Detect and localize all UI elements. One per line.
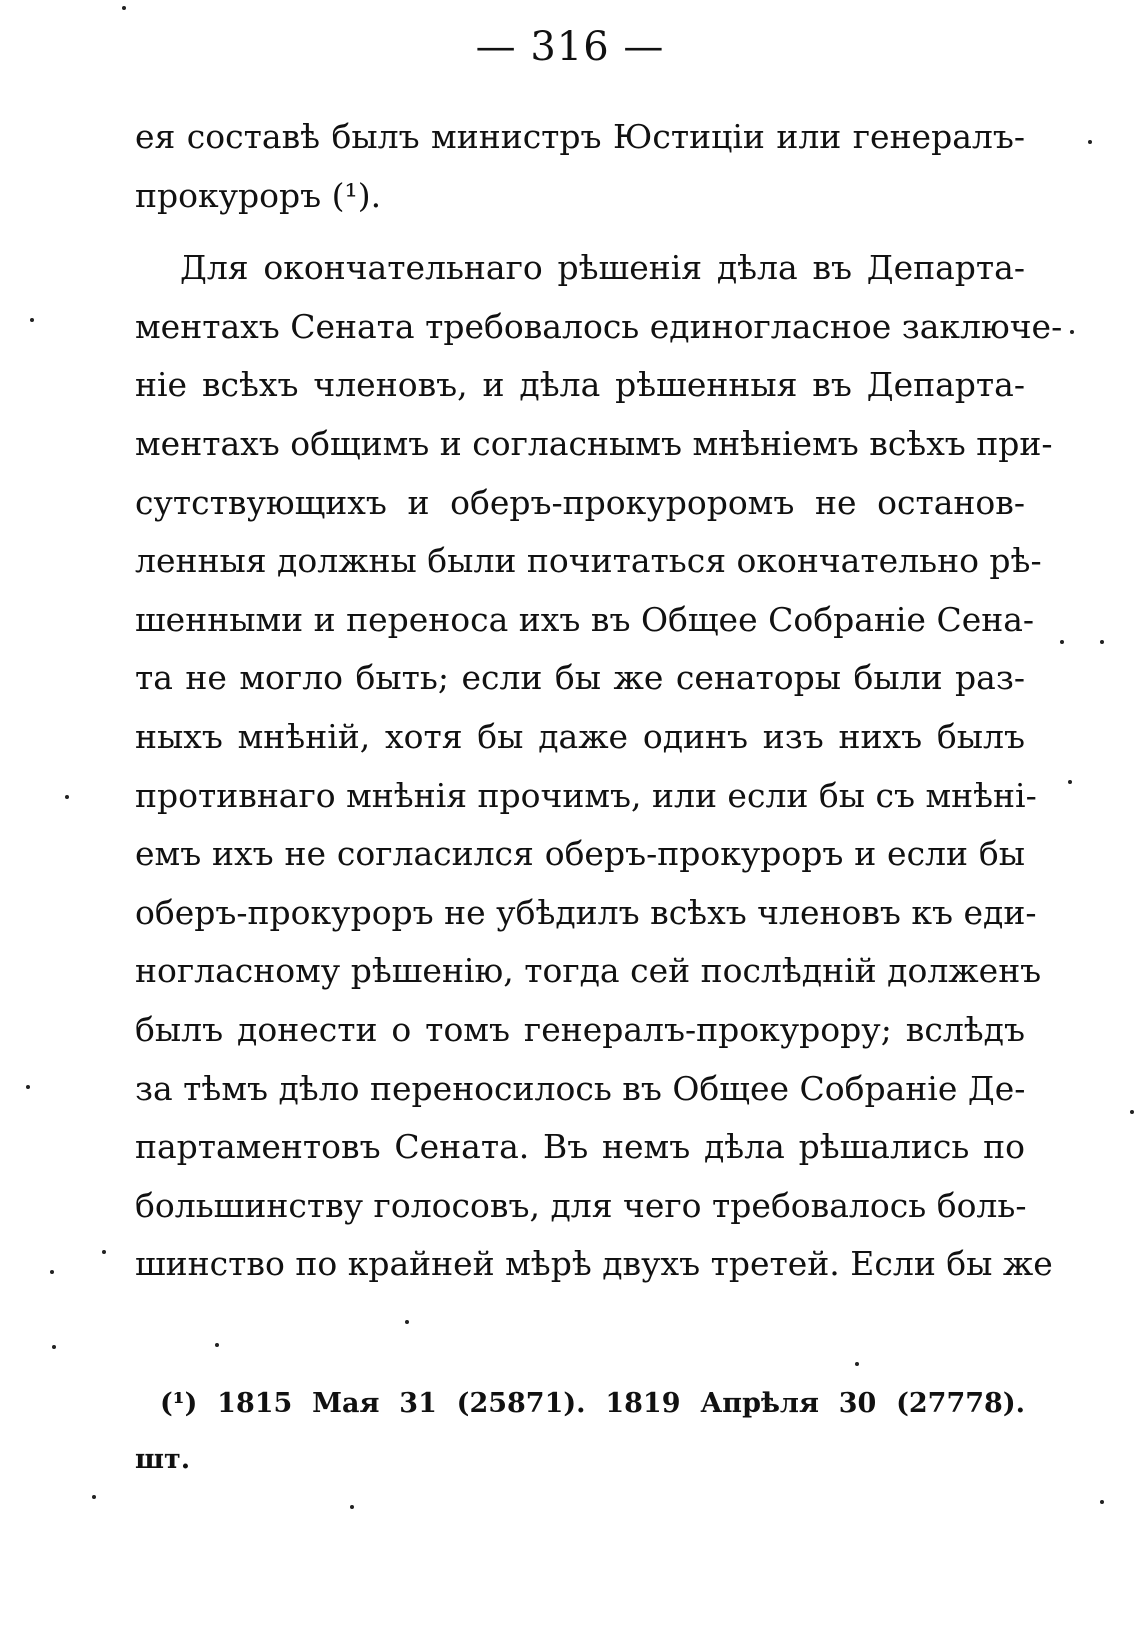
body-text [135,108,1063,1294]
scan-speck [92,1495,96,1499]
scan-speck [122,6,126,10]
scan-speck [52,1345,56,1349]
scan-speck [1100,1500,1104,1504]
scan-speck [50,1270,54,1274]
scan-speck [1068,780,1072,784]
text-line-19: большинству голосовъ, для чего требовалось боль- [135,1185,1027,1225]
text-line-9: шенными и переноса ихъ въ Общее Собраніе Сена- [135,599,1035,639]
footnote-line-1: (¹) 1815 Мая 31 (25871). 1819 Апрѣля 30 (27778). [160,1388,1025,1419]
text-line-7: сутствующихъ и оберъ-прокуроромъ не останов- [135,482,1025,522]
text-line-4: ментахъ Сената требовалось единогласное заключе- [135,306,1063,346]
text-line-15: ногласному рѣшенію, тогда сей послѣдній долженъ [135,951,1042,991]
page-number: — 316 — [475,24,665,70]
text-line-14: оберъ-прокуроръ не убѣдилъ всѣхъ членовъ къ еди- [135,892,1037,932]
text-line-1: ея составѣ былъ министръ Юстиціи или генералъ- [135,117,1025,156]
text-line-5: ніе всѣхъ членовъ, и дѣла рѣшенныя въ Департа- [135,365,1025,405]
text-line-12: противнаго мнѣнія прочимъ, или если бы съ мнѣні- [135,775,1037,815]
scan-speck [350,1505,354,1509]
text-line-18: партаментовъ Сената. Въ немъ дѣла рѣшались по [135,1127,1025,1167]
text-line-10: та не могло быть; если бы же сенаторы были раз- [135,658,1025,698]
scan-speck [405,1320,409,1324]
footnote-line-2: шт. [135,1444,191,1475]
text-line-2: прокуроръ (¹). [135,175,382,215]
text-line-17: за тѣмъ дѣло переносилось въ Общее Собраніе Де- [135,1068,1026,1108]
scan-speck [30,318,34,322]
text-line-8: ленныя должны были почитаться окончательно рѣ- [135,541,1042,581]
text-line-6: ментахъ общимъ и согласнымъ мнѣніемъ всѣхъ при- [135,423,1053,463]
scan-speck [1088,140,1092,144]
scan-speck [102,1250,106,1254]
scan-speck [65,795,69,799]
text-line-16: былъ донести о томъ генералъ-прокурору; вслѣдъ [135,1009,1025,1049]
scan-speck [1100,640,1104,644]
text-line-11: ныхъ мнѣній, хотя бы даже одинъ изъ нихъ былъ [135,716,1025,756]
scan-speck [1130,1110,1134,1114]
footnote [135,1376,1025,1488]
text-line-20: шинство по крайней мѣрѣ двухъ третей. Если бы же [135,1244,1053,1284]
paragraph-gap [135,225,1025,239]
text-line-3: Для окончательнаго рѣшенія дѣла въ Департа- [180,248,1025,288]
scan-speck [1060,640,1064,644]
scan-speck [215,1343,219,1347]
scan-speck [855,1362,859,1366]
scan-speck [26,1085,30,1089]
scan-speck [1070,330,1074,334]
text-line-13: емъ ихъ не согласился оберъ-прокуроръ и если бы [135,834,1025,874]
